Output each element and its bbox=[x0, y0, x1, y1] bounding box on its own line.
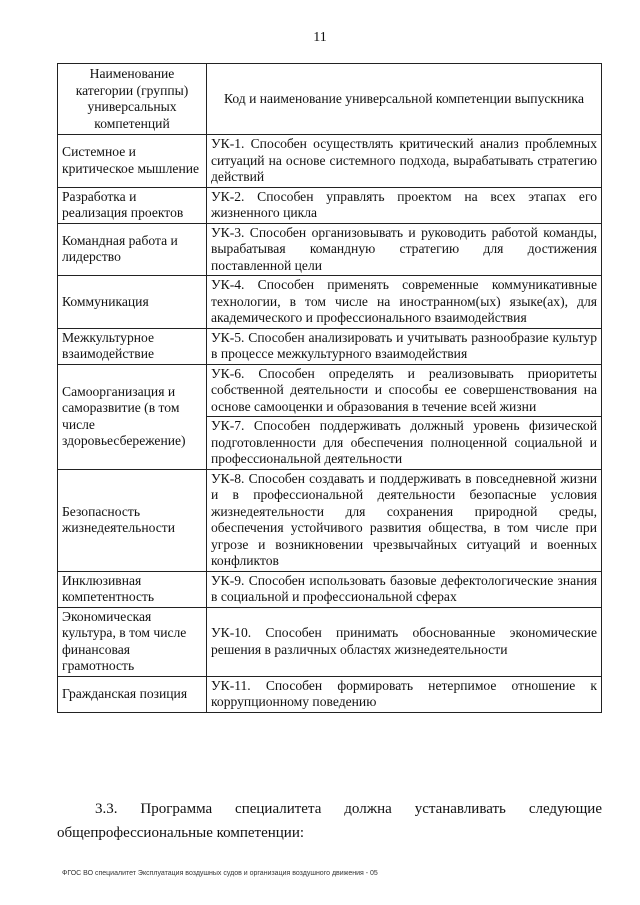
category-cell: Инклюзивная компетентность bbox=[58, 571, 207, 607]
category-cell: Гражданская позиция bbox=[58, 676, 207, 712]
competence-cell: УК-10. Способен принимать обоснованные экономические решения в различных областях жизнедеятельности bbox=[207, 607, 602, 676]
competence-cell: УК-2. Способен управлять проектом на всех этапах его жизненного цикла bbox=[207, 187, 602, 223]
category-cell: Разработка и реализация проектов bbox=[58, 187, 207, 223]
category-cell: Безопасность жизнедеятельности bbox=[58, 469, 207, 571]
header-category: Наименование категории (группы) универсальных компетенций bbox=[58, 64, 207, 135]
table-row bbox=[58, 328, 602, 364]
paragraph-text: 3.3. Программа специалитета должна устанавливать следующие bbox=[95, 801, 602, 817]
category-cell: Коммуникация bbox=[58, 276, 207, 329]
competence-cell: УК-7. Способен поддерживать должный уровень физической подготовленности для обеспечения полноценной социальной и профессиональной деятельности bbox=[207, 417, 602, 470]
header-competence: Код и наименование универсальной компетенции выпускника bbox=[207, 64, 602, 135]
competence-cell: УК-9. Способен использовать базовые дефектологические знания в социальной и профессиональной сферах bbox=[207, 571, 602, 607]
competence-cell: УК-1. Способен осуществлять критический анализ проблемных ситуаций на основе системного подхода, вырабатывать стратегию действий bbox=[207, 135, 602, 188]
competence-cell: УК-4. Способен применять современные коммуникативные технологии, в том числе на иностранном(ых) языке(ах), для академического и профессионального взаимодействия bbox=[207, 276, 602, 329]
competence-cell: УК-11. Способен формировать нетерпимое отношение к коррупционному поведению bbox=[207, 676, 602, 712]
table-row bbox=[58, 364, 602, 417]
competence-cell: УК-8. Способен создавать и поддерживать в повседневной жизни и в профессиональной деятельности безопасные условия жизнедеятельности для сохранения природной среды, обеспечения устойчивого развития общества, в том числе при угрозе и возникновении чрезвычайных ситуаций и военных конфликтов bbox=[207, 469, 602, 571]
table-row bbox=[58, 607, 602, 676]
table-row bbox=[58, 676, 602, 712]
table-row bbox=[58, 223, 602, 276]
document-footer: ФГОС ВО специалитет Эксплуатация воздушных судов и организация воздушного движения - 05 bbox=[62, 870, 378, 877]
competencies-table bbox=[57, 63, 602, 713]
competence-cell: УК-6. Способен определять и реализовывать приоритеты собственной деятельности и способы ее совершенствования на основе самооценки и образования в течение всей жизни bbox=[207, 364, 602, 417]
section-paragraph-line1 bbox=[57, 797, 602, 821]
table-header-row bbox=[58, 64, 602, 135]
table-row bbox=[58, 276, 602, 329]
category-cell: Экономическая культура, в том числе финансовая грамотность bbox=[58, 607, 207, 676]
competence-cell: УК-5. Способен анализировать и учитывать разнообразие культур в процессе межкультурного взаимодействия bbox=[207, 328, 602, 364]
section-paragraph-line2: общепрофессиональные компетенции: bbox=[57, 825, 305, 841]
table-row bbox=[58, 135, 602, 188]
table-row bbox=[58, 571, 602, 607]
competence-cell: УК-3. Способен организовывать и руководить работой команды, вырабатывая командную стратегию для достижения поставленной цели bbox=[207, 223, 602, 276]
table-row bbox=[58, 469, 602, 571]
category-cell: Межкультурное взаимодействие bbox=[58, 328, 207, 364]
page-number: 11 bbox=[313, 30, 327, 45]
category-cell: Самоорганизация и саморазвитие (в том числе здоровьесбережение) bbox=[58, 364, 207, 469]
category-cell: Системное и критическое мышление bbox=[58, 135, 207, 188]
table-row bbox=[58, 187, 602, 223]
category-cell: Командная работа и лидерство bbox=[58, 223, 207, 276]
